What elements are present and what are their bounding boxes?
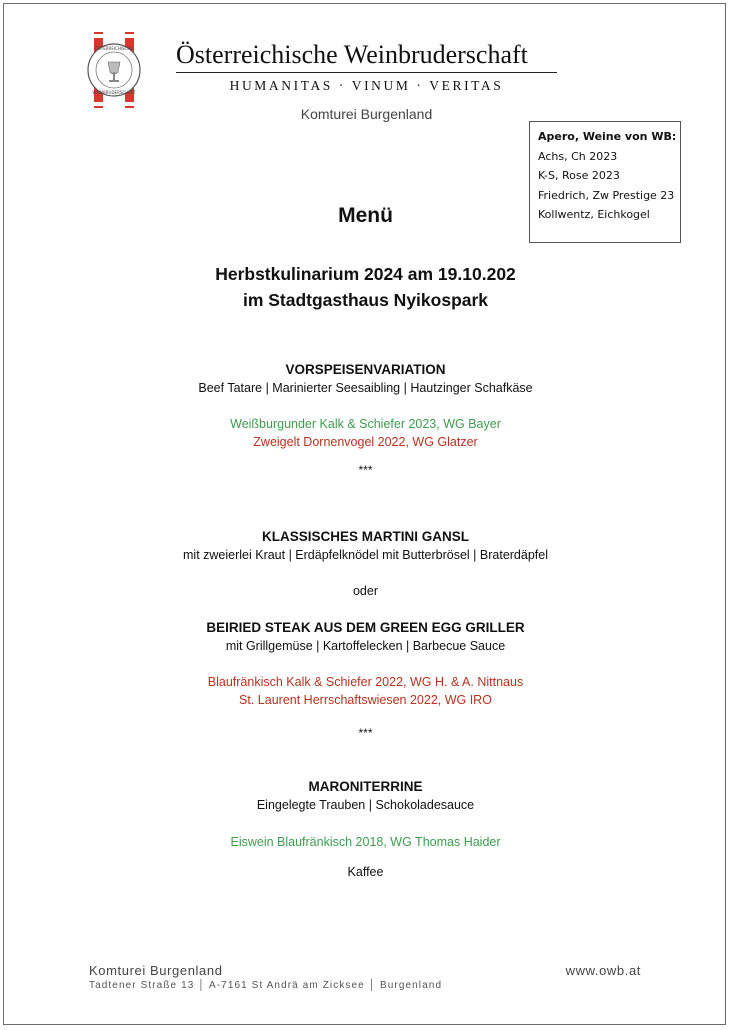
course-dessert-name: MARONITERRINE <box>308 779 423 794</box>
wine-red-vorspeise: Zweigelt Dornenvogel 2022, WG Glatzer <box>253 435 478 449</box>
wine-dessert: Eiswein Blaufränkisch 2018, WG Thomas Haider <box>230 835 501 849</box>
menu-title: Menü <box>338 204 393 227</box>
course-steak-name: BEIRIED STEAK AUS DEM GREEN EGG GRILLER <box>206 620 525 635</box>
org-name-rule <box>176 72 557 73</box>
course-gansl-desc: mit zweierlei Kraut | Erdäpfelknödel mit Butterbrösel | Braterdäpfel <box>183 548 548 562</box>
event-title-line2: im Stadtgasthaus Nyikospark <box>242 290 489 310</box>
course-vorspeise-name: VORSPEISENVARIATION <box>285 362 446 377</box>
apero-title: Apero, Weine von WB: <box>538 130 677 143</box>
course-steak-desc: mit Grillgemüse | Kartoffelecken | Barbecue Sauce <box>225 639 506 653</box>
svg-text:WEINBRUDERSCHAFT: WEINBRUDERSCHAFT <box>92 90 136 95</box>
coffee-text: Kaffee <box>347 865 384 879</box>
apero-line: Achs, Ch 2023 <box>538 149 618 163</box>
footer-website-link[interactable]: www.owb.at <box>565 963 641 978</box>
wine-red-steak-2: St. Laurent Herrschaftswiesen 2022, WG IRO <box>239 693 492 707</box>
komturei-subtitle: Komturei Burgenland <box>300 106 433 122</box>
footer-address: Tadtener Straße 13 │ A-7161 St Andrä am Zicksee │ Burgenland <box>89 980 443 991</box>
weinbruderschaft-seal-logo <box>86 32 142 108</box>
apero-line: K-S, Rose 2023 <box>538 169 620 182</box>
motto: HUMANITAS · VINUM · VERITAS <box>229 78 504 93</box>
event-title-line1: Herbstkulinarium 2024 am 19.10.202 <box>215 264 516 284</box>
footer-komturei: Komturei Burgenland <box>89 963 223 978</box>
wine-red-steak-1: Blaufränkisch Kalk & Schiefer 2022, WG H. & A. Nittnaus <box>207 675 524 689</box>
course-dessert-desc: Eingelegte Trauben | Schokoladesauce <box>256 798 475 812</box>
separator-stars: *** <box>358 463 373 477</box>
course-gansl-name: KLASSISCHES MARTINI GANSL <box>261 529 469 544</box>
separator-stars: *** <box>358 726 373 740</box>
course-vorspeise-desc: Beef Tatare | Marinierter Seesaibling | Hautzinger Schafkäse <box>198 381 533 395</box>
wine-white-vorspeise: Weißburgunder Kalk & Schiefer 2023, WG Bayer <box>230 417 501 431</box>
oder-text: oder <box>352 584 379 598</box>
apero-line: Kollwentz, Eichkogel <box>538 208 650 221</box>
apero-line: Friedrich, Zw Prestige 23 <box>538 188 675 202</box>
svg-text:ÖSTERREICHISCHE: ÖSTERREICHISCHE <box>95 46 133 51</box>
org-name: Österreichische Weinbruderschaft <box>176 40 528 69</box>
